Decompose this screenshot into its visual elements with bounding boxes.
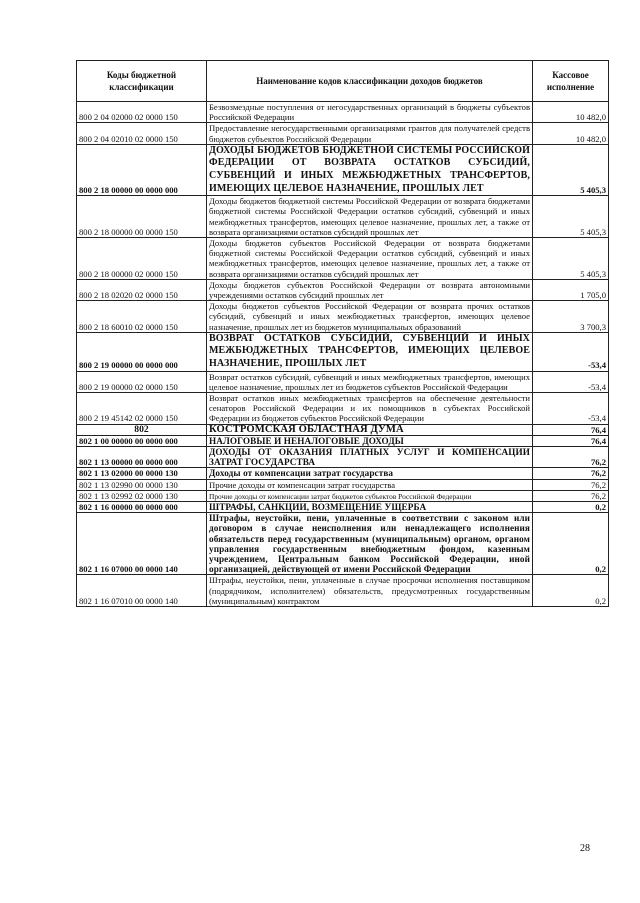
header-names: Наименование кодов классификации доходов бюджетов — [207, 61, 533, 102]
row-amount: 10 482,0 — [533, 123, 609, 144]
row-code: 802 1 16 00000 00 0000 000 — [77, 502, 207, 513]
revenue-table — [76, 60, 609, 607]
row-code: 800 2 19 45142 02 0000 150 — [77, 393, 207, 425]
table-row — [77, 490, 609, 501]
row-amount: 0,2 — [533, 575, 609, 607]
table-header-row — [77, 61, 609, 102]
row-code: 802 1 13 02000 00 0000 130 — [77, 468, 207, 479]
row-name: КОСТРОМСКАЯ ОБЛАСТНАЯ ДУМА — [207, 424, 533, 435]
row-amount: -53,4 — [533, 332, 609, 371]
table-row — [77, 123, 609, 144]
row-code: 802 — [77, 424, 207, 435]
row-name: ДОХОДЫ БЮДЖЕТОВ БЮДЖЕТНОЙ СИСТЕМЫ РОССИЙСКОЙ ФЕДЕРАЦИИ ОТ ВОЗВРАТА ОСТАТКОВ СУБСИДИЙ, СУБВЕНЦИЙ И ИНЫХ МЕЖБЮДЖЕТНЫХ ТРАНСФЕРТОВ, ИМЕЮЩИХ ЦЕЛЕВОЕ НАЗНАЧЕНИЕ, ПРОШЛЫХ ЛЕТ — [207, 144, 533, 195]
row-name: Прочие доходы от компенсации затрат государства — [207, 479, 533, 490]
row-name: Доходы бюджетов субъектов Российской Федерации от возврата прочих остатков субсидий, субвенций и иных межбюджетных трансфертов, имеющих целевое назначение, прошлых лет из бюджетов муниципальных образований — [207, 301, 533, 333]
row-amount: 76,2 — [533, 468, 609, 479]
row-amount: 10 482,0 — [533, 102, 609, 123]
table-row — [77, 332, 609, 371]
row-amount: 76,2 — [533, 490, 609, 501]
table-row — [77, 502, 609, 513]
table-row — [77, 279, 609, 300]
table-row — [77, 479, 609, 490]
row-name: Штрафы, неустойки, пени, уплаченные в соответствии с законом или договором в случае неисполнения или ненадлежащего исполнения обязательств перед государственным (муниципальным) органом, органом управления государственным внебюджетным фондом, казенным учреждением, Центральным банком Российской Федерации, иной организацией, действующей от имени Российской Федерации — [207, 513, 533, 575]
row-code: 802 1 13 02990 00 0000 130 — [77, 479, 207, 490]
row-code: 800 2 18 00000 00 0000 000 — [77, 144, 207, 195]
table-row — [77, 468, 609, 479]
row-code: 800 2 04 02010 02 0000 150 — [77, 123, 207, 144]
row-amount: 76,4 — [533, 435, 609, 446]
row-name: НАЛОГОВЫЕ И НЕНАЛОГОВЫЕ ДОХОДЫ — [207, 435, 533, 446]
row-code: 800 2 18 00000 02 0000 150 — [77, 238, 207, 280]
row-amount: 76,2 — [533, 447, 609, 468]
row-code: 802 1 13 02992 02 0000 130 — [77, 490, 207, 501]
row-amount: -53,4 — [533, 393, 609, 425]
row-amount: 0,2 — [533, 502, 609, 513]
row-amount: 76,2 — [533, 479, 609, 490]
row-amount: 1 705,0 — [533, 279, 609, 300]
table-row — [77, 238, 609, 280]
table-row — [77, 371, 609, 392]
row-name: Безвозмездные поступления от негосударственных организаций в бюджеты субъектов Российской Федерации — [207, 102, 533, 123]
row-amount: 76,4 — [533, 424, 609, 435]
header-codes: Коды бюджетной классификации — [77, 61, 207, 102]
row-code: 800 2 19 00000 00 0000 000 — [77, 332, 207, 371]
row-name: ВОЗВРАТ ОСТАТКОВ СУБСИДИЙ, СУБВЕНЦИЙ И ИНЫХ МЕЖБЮДЖЕТНЫХ ТРАНСФЕРТОВ, ИМЕЮЩИХ ЦЕЛЕВОЕ НАЗНАЧЕНИЕ, ПРОШЛЫХ ЛЕТ — [207, 332, 533, 371]
row-code: 800 2 19 00000 02 0000 150 — [77, 371, 207, 392]
row-amount: -53,4 — [533, 371, 609, 392]
row-code: 800 2 04 02000 02 0000 150 — [77, 102, 207, 123]
table-row — [77, 301, 609, 333]
row-code: 802 1 16 07010 00 0000 140 — [77, 575, 207, 607]
row-code: 800 2 18 02020 02 0000 150 — [77, 279, 207, 300]
row-code: 802 1 13 00000 00 0000 000 — [77, 447, 207, 468]
table-row — [77, 196, 609, 238]
table-row — [77, 144, 609, 195]
row-amount: 0,2 — [533, 513, 609, 575]
row-name: Прочие доходы от компенсации затрат бюджетов субъектов Российской Федерации — [207, 490, 533, 501]
row-name: Доходы бюджетов субъектов Российской Федерации от возврата автономными учреждениями остатков субсидий прошлых лет — [207, 279, 533, 300]
table-row — [77, 102, 609, 123]
table-row-section — [77, 424, 609, 435]
row-code: 800 2 18 00000 00 0000 150 — [77, 196, 207, 238]
table-row — [77, 513, 609, 575]
row-code: 802 1 00 00000 00 0000 000 — [77, 435, 207, 446]
table-row — [77, 447, 609, 468]
row-name: Возврат остатков субсидий, субвенций и иных межбюджетных трансфертов, имеющих целевое назначение, прошлых лет из бюджетов субъектов Российской Федерации — [207, 371, 533, 392]
header-amount: Кассовое исполнение — [533, 61, 609, 102]
row-amount: 3 700,3 — [533, 301, 609, 333]
table-row — [77, 393, 609, 425]
row-amount: 5 405,3 — [533, 238, 609, 280]
page-number: 28 — [580, 843, 590, 854]
row-name: Возврат остатков иных межбюджетных трансфертов на обеспечение деятельности сенаторов Российской Федерации и их помощников в субъектах Российской Федерации из бюджетов субъектов Российской Федерации — [207, 393, 533, 425]
row-name: ШТРАФЫ, САНКЦИИ, ВОЗМЕЩЕНИЕ УЩЕРБА — [207, 502, 533, 513]
table-row — [77, 435, 609, 446]
row-name: Доходы бюджетов бюджетной системы Российской Федерации от возврата бюджетами бюджетной системы Российской Федерации остатков субсидий, субвенций и иных межбюджетных трансфертов, имеющих целевое назначение, прошлых лет, а также от возврата организациями остатков субсидий прошлых лет — [207, 196, 533, 238]
row-amount: 5 405,3 — [533, 196, 609, 238]
row-name: Доходы бюджетов субъектов Российской Федерации от возврата бюджетами бюджетной системы Российской Федерации остатков субсидий, субвенций и иных межбюджетных трансфертов, имеющих целевое назначение, прошлых лет, а также от возврата организациями остатков субсидий прошлых лет — [207, 238, 533, 280]
row-code: 800 2 18 60010 02 0000 150 — [77, 301, 207, 333]
row-name: Штрафы, неустойки, пени, уплаченные в случае просрочки исполнения поставщиком (подрядчиком, исполнителем) обязательств, предусмотренных государственным (муниципальным) контрактом — [207, 575, 533, 607]
row-name: Доходы от компенсации затрат государства — [207, 468, 533, 479]
row-name: ДОХОДЫ ОТ ОКАЗАНИЯ ПЛАТНЫХ УСЛУГ И КОМПЕНСАЦИИ ЗАТРАТ ГОСУДАРСТВА — [207, 447, 533, 468]
row-code: 802 1 16 07000 00 0000 140 — [77, 513, 207, 575]
row-amount: 5 405,3 — [533, 144, 609, 195]
row-name: Предоставление негосударственными организациями грантов для получателей средств бюджетов субъектов Российской Федерации — [207, 123, 533, 144]
table-row — [77, 575, 609, 607]
